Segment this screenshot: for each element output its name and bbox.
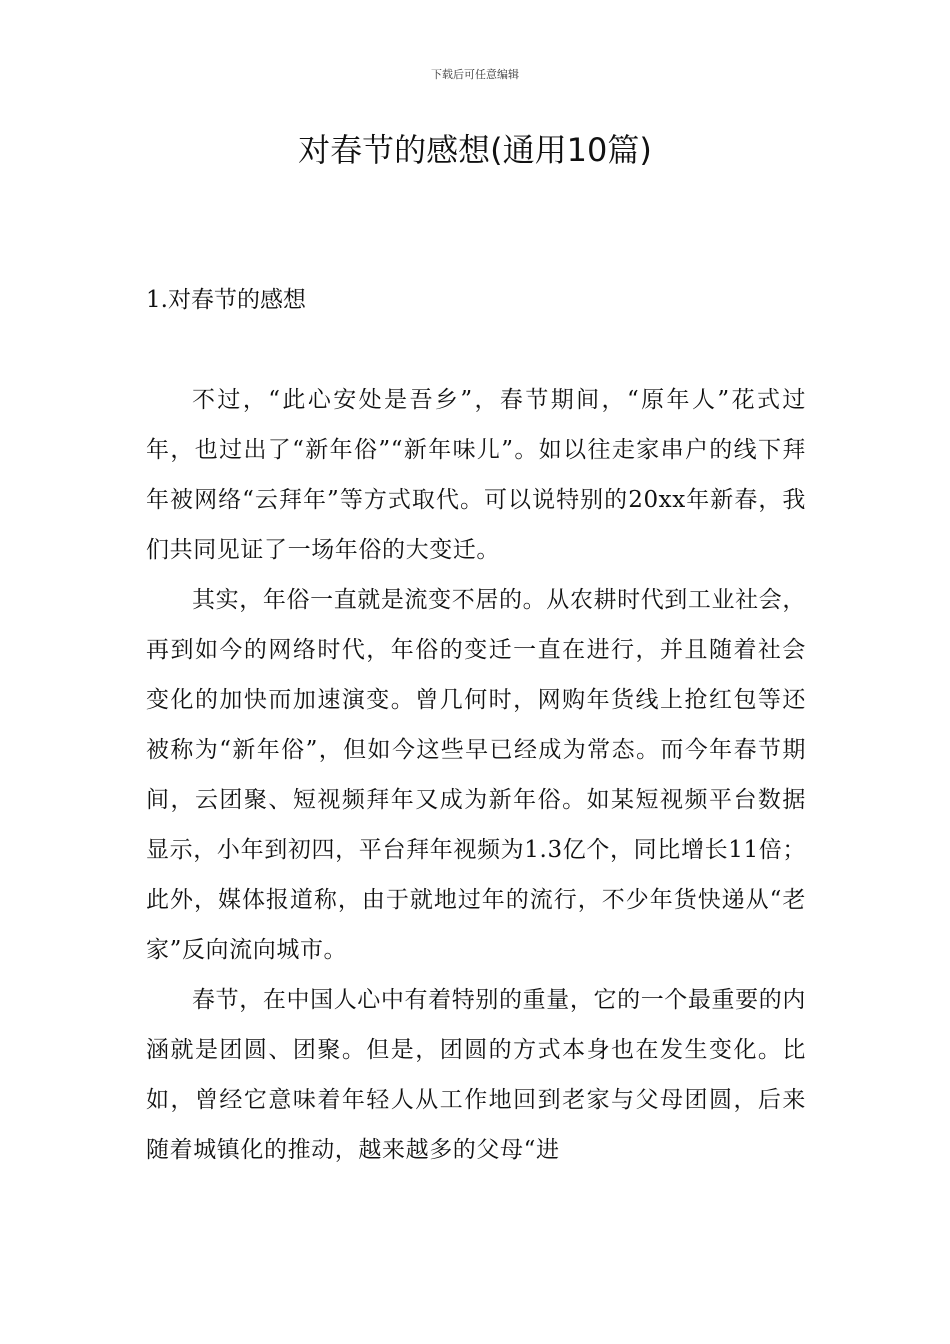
- document-title: 对春节的感想(通用10篇): [298, 131, 652, 169]
- section-heading: 1.对春节的感想: [146, 287, 306, 313]
- paragraph: 不过，“此心安处是吾乡”，春节期间，“原年人”花式过年，也过出了“新年俗”“新年味儿”。如以往走家串户的线下拜年被网络“云拜年”等方式取代。可以说特别的20xx年新春，我们共同见证了一场年俗的大变迁。: [146, 387, 806, 563]
- paragraph: 其实，年俗一直就是流变不居的。从农耕时代到工业社会，再到如今的网络时代，年俗的变迁一直在进行，并且随着社会变化的加快而加速演变。曾几何时，网购年货线上抢红包等还被称为“新年俗”，但如今这些早已经成为常态。而今年春节期间，云团聚、短视频拜年又成为新年俗。如某短视频平台数据显示，小年到初四，平台拜年视频为1.3亿个，同比增长11倍；此外，媒体报道称，由于就地过年的流行，不少年货快递从“老家”反向流向城市。: [146, 587, 806, 963]
- body-text: [146, 375, 806, 1175]
- header-note: 下载后可任意编辑: [431, 68, 519, 81]
- paragraph: 春节，在中国人心中有着特别的重量，它的一个最重要的内涵就是团圆、团聚。但是，团圆的方式本身也在发生变化。比如，曾经它意味着年轻人从工作地回到老家与父母团圆，后来随着城镇化的推动，越来越多的父母“进: [146, 987, 806, 1163]
